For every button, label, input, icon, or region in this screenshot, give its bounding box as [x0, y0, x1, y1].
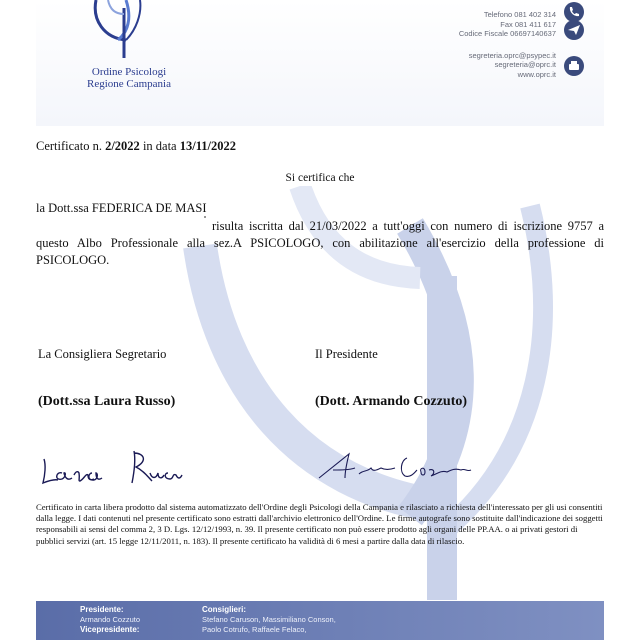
- secretary-role: La Consigliera Segretario: [38, 347, 167, 361]
- phone-icon: [564, 2, 584, 22]
- president-role: Il Presidente: [315, 347, 378, 361]
- fax-icon: [564, 56, 584, 76]
- certificate-date: 13/11/2022: [179, 139, 236, 153]
- org-name: [64, 66, 194, 90]
- certificate-date-prefix: in data: [139, 139, 180, 153]
- certificate-number: 2/2022: [105, 139, 140, 153]
- certificate-number-line: [36, 138, 236, 155]
- phone-number: Telefono 081 402 314: [483, 10, 556, 19]
- certificate-number-prefix: Certificato n.: [36, 139, 106, 153]
- disclaimer-text: Certificato in carta libera prodotto dal sistema automatizzato dell'Ordine degli Psicologi della Campania e rilasciato a richiesta dell'interessato per gli usi consentiti dalla legge. I dati contenuti nel presente certificato sono estratti dall'archivio elettronico dell'Ordine. Le firme autografe sono sostituite dall'indicazione dei soggetti responsabili ai sensi del comma 2, 3 D. Lgs. 12/12/1993, n. 39. Il presente certificato non può essere prodotto agli organi delle PP.AA. o ai privati gestori di pubblici servizi (art. 15 legge 12/11/2011, n. 183). Il presente certificato ha validità di 6 mesi a partire dalla data di rilascio.: [36, 502, 603, 546]
- footer-councillors-line2: Paolo Cotrufo, Raffaele Felaco,: [202, 625, 307, 634]
- certificate-body: risulta iscritta dal 21/03/2022 a tutt'oggi con numero di iscrizione 9757 a questo Albo Professionale alla sez.A PSICOLOGO, con abilitazione all'esercizio della professione di PSICOLOGO.: [36, 219, 604, 267]
- footer-councillors: [202, 605, 336, 635]
- org-name-line2: Regione Campania: [86, 78, 171, 90]
- president-signature: [315, 448, 480, 486]
- footer-councillors-title: Consiglieri:: [202, 605, 247, 614]
- secretary-name: (Dott.ssa Laura Russo): [38, 394, 176, 409]
- footer-vice-title: Vicepresidente:: [80, 625, 140, 634]
- send-icon: [564, 20, 584, 40]
- president-name: (Dott. Armando Cozzuto): [315, 394, 468, 409]
- fax-number: Fax 081 411 617: [500, 19, 556, 29]
- holder-name: la Dott.ssa FEDERICA DE MASI: [36, 201, 207, 215]
- footer-president-title: Presidente:: [80, 605, 124, 614]
- footer-president: [80, 605, 140, 635]
- pec-email: segreteria.oprc@psypec.it: [468, 50, 556, 60]
- contact-block: [356, 10, 556, 79]
- email: segreteria@oprc.it: [494, 60, 556, 69]
- org-name-line1: Ordine Psicologi: [91, 66, 167, 78]
- footer-councillors-line1: Stefano Caruson, Massimiliano Conson,: [202, 615, 336, 624]
- ordine-psicologi-logo: [82, 0, 162, 62]
- secretary-signature: [40, 445, 190, 490]
- footer-president-name: Armando Cozzuto: [80, 615, 141, 624]
- footer-band: [36, 601, 604, 640]
- tax-code: Codice Fiscale 06697140637: [458, 29, 556, 38]
- certify-heading: Si certifica che: [285, 172, 355, 184]
- website: www.oprc.it: [517, 69, 556, 79]
